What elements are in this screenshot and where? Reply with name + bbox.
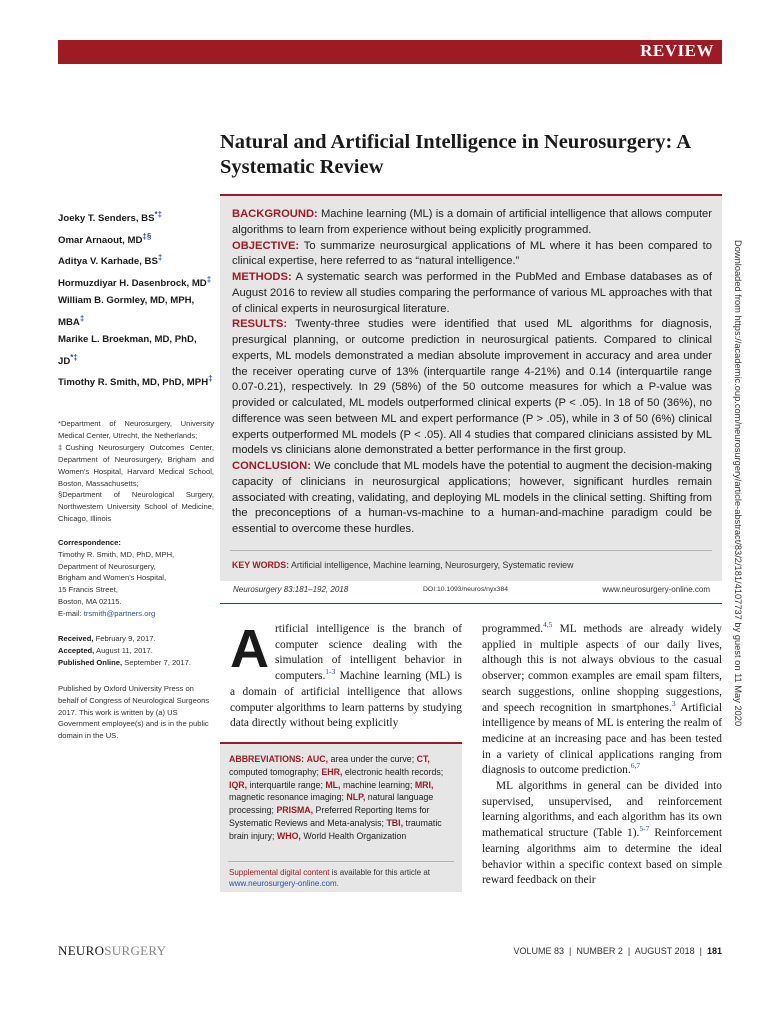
author: Timothy R. Smith, MD, PhD, MPH‡ <box>58 374 213 389</box>
author-list <box>58 206 218 392</box>
supplemental-note: Supplemental digital content is available for this article at www.neurosurgery-online.com. <box>229 868 431 889</box>
abbreviations-box <box>220 742 462 892</box>
correspondence-line: Boston, MA 02115. <box>58 596 122 606</box>
affiliations <box>58 418 214 525</box>
author: Marike L. Broekman, MD, PhD, JD*‡ <box>58 334 197 367</box>
page-number: 181 <box>706 946 722 956</box>
reference[interactable]: 3 <box>671 698 676 708</box>
journal-citation: Neurosurgery 83:181–192, 2018 <box>233 585 349 594</box>
reference[interactable]: 4,5 <box>543 620 553 630</box>
section-banner <box>58 40 722 64</box>
reference[interactable]: 5-7 <box>639 824 650 834</box>
footer-info: VOLUME 83 | NUMBER 2 | AUGUST 2018 | 181 <box>513 946 722 956</box>
supplemental-url[interactable]: www.neurosurgery-online.com. <box>229 879 339 889</box>
citation-rule <box>220 603 722 604</box>
author: William B. Gormley, MD, MPH, MBA‡ <box>58 295 195 328</box>
abstract-divider <box>230 550 712 551</box>
correspondence-line: Brigham and Women's Hospital, <box>58 573 167 583</box>
affiliation: ‡Cushing Neurosurgery Outcomes Center, Department of Neurosurgery, Brigham and Women's Hospital, Harvard Medical School, Boston, Massachusetts; <box>58 442 214 488</box>
author: Joeky T. Senders, BS*‡ <box>58 210 163 225</box>
abstract-box <box>220 194 722 581</box>
body-column-2: programmed.$^{4,5}$ ML methods are already widely applied in multiple aspects of our daily lives, although this is not always obvious to the casual observer; common examples are email spam filters, search suggestions, online shopping suggestions, and speech recognition in smartphones.$^3$ Artificial intelligence by means of ML is entering the realm of medicine at an increasing pace and has been tested in a variety of clinical applications ranging from diagnosis to outcome prediction.$^{6,7}$ ML algorithms in general can be divided into supervised, unsupervised, and reinforcement learning algorithms, and each algorithm has its own mathematical structure (Table 1).$^{5-7}$ Reinforcement learning algorithms aim to determine the ideal behavior within a specific context based on simple reward feedback on their <box>482 620 723 887</box>
abbreviations-text: ABBREVIATIONS: AUC, area under the curve; CT, computed tomography; EHR, electronic health records; IQR, interquartile range; ML, machine learning; MRI, magnetic resonance imaging; NLP, natural language processing; PRISMA, Preferred Reporting Items for Systematic Reviews and Meta-analysis; TBI, traumatic brain injury; WHO, World Health Organization <box>229 754 444 841</box>
section-label: REVIEW <box>640 41 714 60</box>
citation-bar <box>220 582 722 602</box>
correspondence <box>58 537 214 620</box>
correspondence-line: Department of Neurosurgery, <box>58 561 156 571</box>
affiliation: *Department of Neurosurgery, University Medical Center, Utrecht, the Netherlands; <box>58 419 214 440</box>
supplemental-link[interactable]: Supplemental digital content <box>229 868 330 877</box>
abbreviations-divider <box>228 861 454 862</box>
email-line: E-mail: trsmith@partners.org <box>58 608 156 618</box>
email-link[interactable]: trsmith@partners.org <box>83 608 156 618</box>
issue-number: NUMBER 2 <box>576 946 623 956</box>
author: Omar Arnaout, MD‡§ <box>58 231 152 246</box>
abstract-text: BACKGROUND: Machine learning (ML) is a domain of artificial intelligence that allows computer algorithms to learn from experience without being explicitly programmed. OBJECTIVE: To summarize neurosurgical applications of ML where it has been compared to clinical expertise, here referred to as “natural intelligence.” METHODS: A systematic search was performed in the PubMed and Embase databases as of August 2016 to review all studies comparing the performance of various ML approaches with that of clinical experts in neurosurgical literature. RESULTS: Twenty-three studies were identified that used ML algorithms for diagnosis, presurgical planning, or outcome prediction in neurosurgical patients. Compared to clinical experts, ML models demonstrated a median absolute improvement in accuracy and area under the receiver operating curve of 13% (interquartile range 4-21%) and 0.14 (interquartile range 0.07-0.21), respectively. In 29 (58%) of the 50 outcome measures for which a P-value was provided or calculated, ML models outperformed clinical experts (P < .05). In 18 of 50 (36%), no difference was seen between ML and expert performance (P > .05), while in 3 of 50 (6%) clinical experts outperformed ML models (P < .05). All 4 studies that compared clinicians assisted by ML models vs clinicians alone demonstrated a better performance in the first group. CONCLUSION: We conclude that ML models have the potential to augment the decision-making capacity of clinicians in neurosurgical applications; however, significant hurdles remain associated with creating, validating, and deploying ML models in the clinical setting. Shifting from the preconceptions of a human-vs-machine to a human-and-machine paradigm could be essential to overcome these hurdles. <box>232 208 713 535</box>
body-column-1: A rtificial intelligence is the branch of computer science dealing with the simulation of intelligent behavior in computers.$^{1-3}$ Machine learning (ML) is a domain of artificial intelligence that allows computer algorithms to learn patterns by studying data directly without being explicitly <box>230 619 462 730</box>
journal-url[interactable]: www.neurosurgery-online.com <box>602 585 710 594</box>
drop-cap: A <box>230 619 269 679</box>
affiliation: §Department of Neurological Surgery, Northwestern University School of Medicine, Chicago, Illinois <box>58 490 214 524</box>
keywords: KEY WORDS: Artificial intelligence, Machine learning, Neurosurgery, Systematic review <box>232 560 574 570</box>
reference[interactable]: 6,7 <box>630 761 641 771</box>
volume: VOLUME 83 <box>513 946 565 956</box>
author: Hormuzdiyar H. Dasenbrock, MD‡ <box>58 274 212 289</box>
correspondence-line: Timothy R. Smith, MD, PhD, MPH, <box>58 549 175 559</box>
article-title: Natural and Artificial Intelligence in Neurosurgery: A Systematic Review <box>220 131 690 178</box>
correspondence-line: 15 Francis Street, <box>58 585 118 595</box>
journal-logo: NEUROSURGERY <box>58 943 167 958</box>
publisher-note: Published by Oxford University Press on behalf of Congress of Neurological Surgeons 2017. This work is written by (a) US Government employee(s) and is in the public domain in the US. <box>58 684 210 741</box>
doi: DOI:10.1093/neuros/nyx384 <box>423 586 509 593</box>
author: Aditya V. Karhade, BS‡ <box>58 253 163 268</box>
issue-date: AUGUST 2018 <box>634 946 695 956</box>
reference[interactable]: 1-3 <box>325 667 336 677</box>
article-dates: Received, February 9, 2017. Accepted, August 11, 2017. Published Online, September 7, 2017. <box>58 634 191 667</box>
download-watermark: Downloaded from https://academic.oup.com/neurosurgery/article-abstract/83/2/181/4107737 by guest on 11 May 2020 <box>733 240 743 727</box>
correspondence-heading: Correspondence: <box>58 538 121 547</box>
